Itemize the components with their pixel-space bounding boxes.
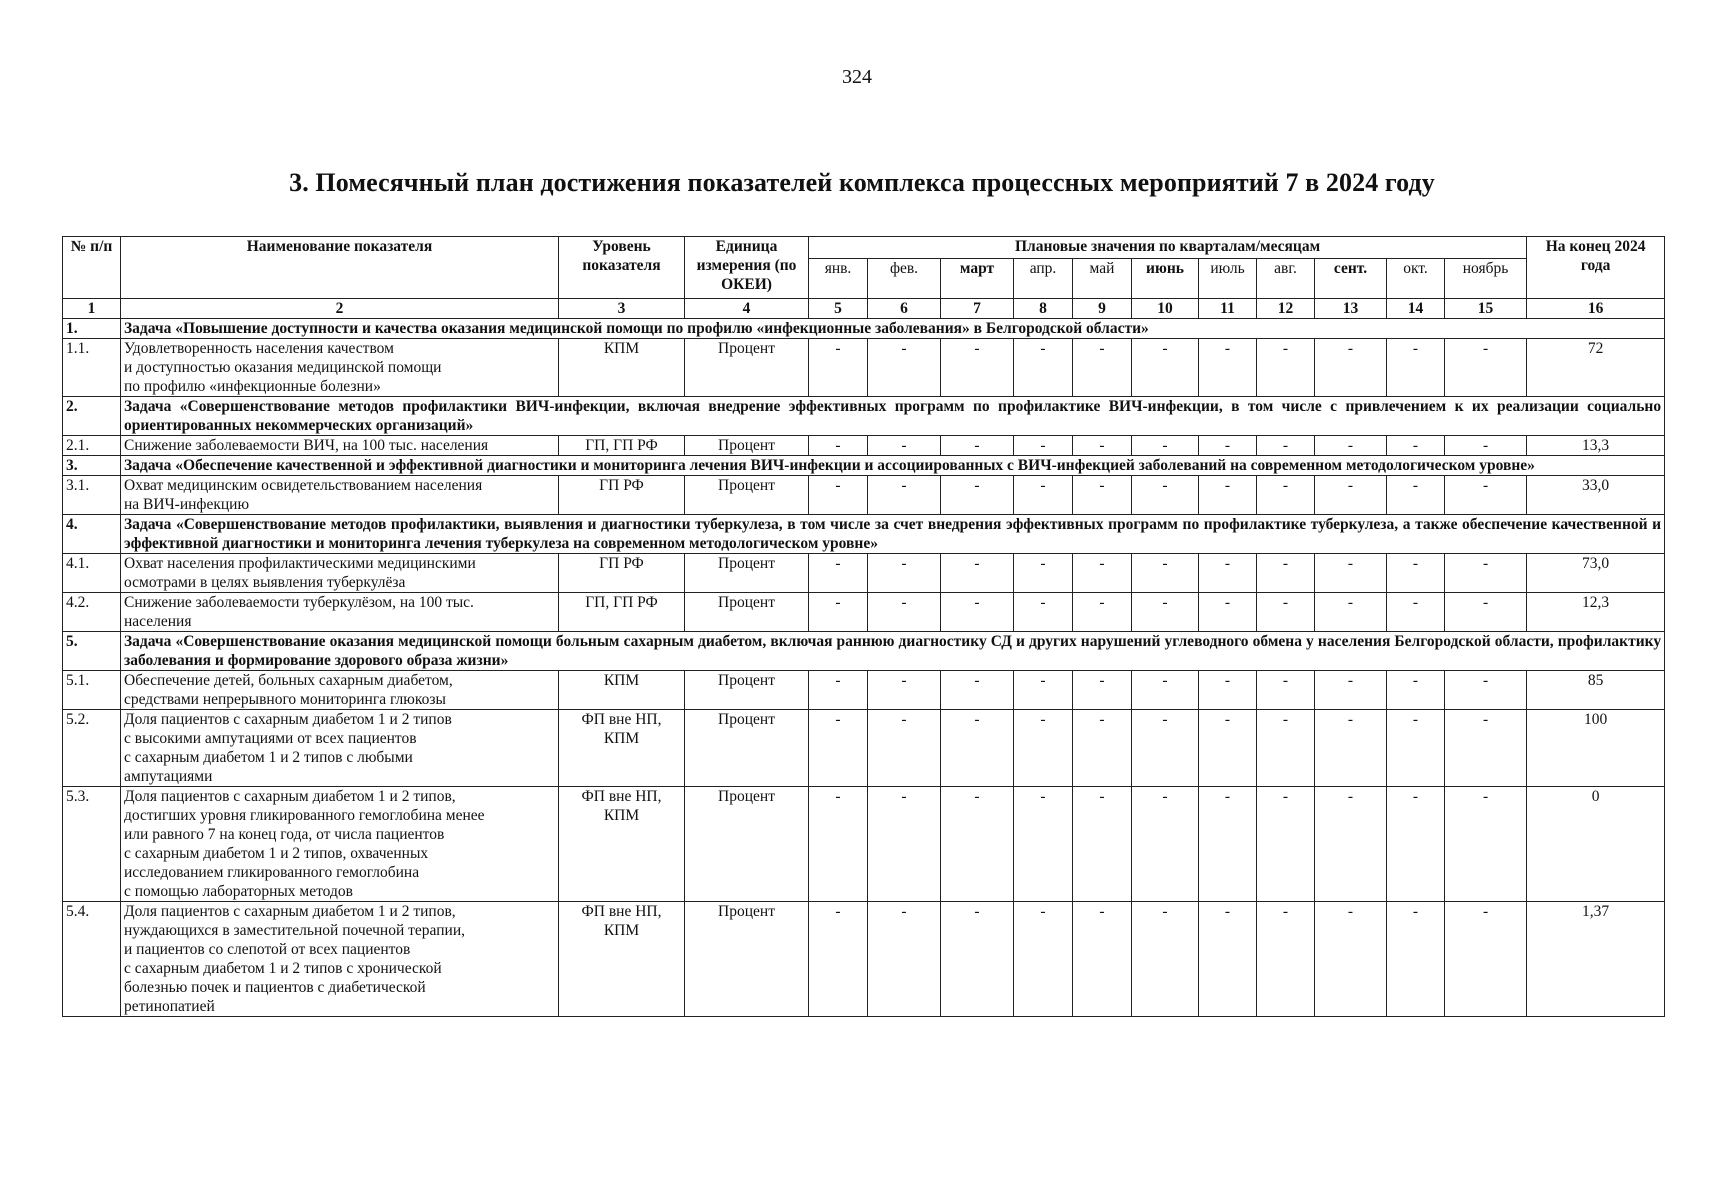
month-value: - [1445, 554, 1527, 593]
indicator-row [63, 554, 1665, 593]
month-value: - [1199, 593, 1257, 632]
month-value: - [1132, 787, 1199, 902]
indicator-unit: Процент [685, 593, 809, 632]
indicator-number: 5.2. [63, 710, 121, 787]
indicator-row [63, 476, 1665, 515]
indicator-unit: Процент [685, 436, 809, 456]
month-value: - [1445, 476, 1527, 515]
indicator-level: КПМ [559, 339, 685, 397]
month-value: - [1257, 593, 1315, 632]
month-value: - [809, 593, 868, 632]
indicator-level: ГП РФ [559, 554, 685, 593]
indicator-level: ГП, ГП РФ [559, 436, 685, 456]
task-text: Задача «Совершенствование методов профилактики, выявления и диагностики туберкулеза, в том числе за счет внедрения эффективных программ по профилактике туберкулеза, а также обеспечение качественной и эффективной диагностики и мониторинга лечения туберкулеза на современном методологическом уровне» [121, 515, 1665, 554]
month-value: - [1014, 436, 1073, 456]
indicator-unit: Процент [685, 671, 809, 710]
month-value: - [868, 436, 941, 456]
task-number: 1. [63, 319, 121, 339]
month-value: - [1445, 710, 1527, 787]
month-value: - [809, 436, 868, 456]
page-number: 324 [842, 66, 872, 88]
indicator-number: 3.1. [63, 476, 121, 515]
month-value: - [1315, 476, 1387, 515]
indicator-plan-table [62, 236, 1665, 1017]
month-value: - [1387, 436, 1445, 456]
indicator-level: КПМ [559, 671, 685, 710]
indicator-unit: Процент [685, 339, 809, 397]
month-value: - [1445, 902, 1527, 1017]
month-value: - [1445, 671, 1527, 710]
indicator-name: Охват медицинским освидетельствованием населения на ВИЧ-инфекцию [121, 476, 559, 515]
header-month: май [1073, 259, 1132, 299]
month-value: - [1315, 902, 1387, 1017]
month-value: - [1315, 710, 1387, 787]
indicator-unit: Процент [685, 476, 809, 515]
indicator-unit: Процент [685, 554, 809, 593]
month-value: - [1132, 554, 1199, 593]
month-value: - [868, 671, 941, 710]
header-month: ноябрь [1445, 259, 1527, 299]
month-value: - [1073, 710, 1132, 787]
indicator-row [63, 436, 1665, 456]
month-value: - [1199, 671, 1257, 710]
month-value: - [1073, 339, 1132, 397]
indicator-name: Охват населения профилактическими медицинскими осмотрами в целях выявления туберкулёза [121, 554, 559, 593]
indicator-row [63, 339, 1665, 397]
month-value: - [941, 554, 1014, 593]
month-value: - [1014, 902, 1073, 1017]
month-value: - [1387, 902, 1445, 1017]
month-value: - [1387, 554, 1445, 593]
month-value: - [1445, 787, 1527, 902]
month-value: - [809, 476, 868, 515]
year-end-value: 12,3 [1527, 593, 1665, 632]
year-end-value: 85 [1527, 671, 1665, 710]
indicator-level: ГП РФ [559, 476, 685, 515]
indicator-level: ФП вне НП, КПМ [559, 902, 685, 1017]
column-number: 4 [685, 299, 809, 319]
indicator-number: 4.2. [63, 593, 121, 632]
task-text: Задача «Совершенствование оказания медицинской помощи больным сахарным диабетом, включая раннюю диагностику СД и других нарушений углеводного обмена у населения Белгородской области, профилактику заболевания и формирование здорового образа жизни» [121, 632, 1665, 671]
month-value: - [1132, 710, 1199, 787]
header-month: сент. [1315, 259, 1387, 299]
task-text: Задача «Повышение доступности и качества оказания медицинской помощи по профилю «инфекционные заболевания» в Белгородской области» [121, 319, 1665, 339]
month-value: - [941, 436, 1014, 456]
month-value: - [1387, 671, 1445, 710]
indicator-unit: Процент [685, 787, 809, 902]
month-value: - [941, 671, 1014, 710]
indicator-name: Доля пациентов с сахарным диабетом 1 и 2 типов, нуждающихся в заместительной почечной терапии, и пациентов со слепотой от всех пациентов с сахарным диабетом 1 и 2 типов с хронической болезнью почек и пациентов с диабетической ретинопатией [121, 902, 559, 1017]
month-value: - [1014, 710, 1073, 787]
month-value: - [1199, 436, 1257, 456]
indicator-number: 2.1. [63, 436, 121, 456]
column-number: 5 [809, 299, 868, 319]
indicator-name: Снижение заболеваемости туберкулёзом, на 100 тыс. населения [121, 593, 559, 632]
column-number: 13 [1315, 299, 1387, 319]
month-value: - [1387, 710, 1445, 787]
indicator-row [63, 787, 1665, 902]
header-month: янв. [809, 259, 868, 299]
month-value: - [941, 787, 1014, 902]
header-month: окт. [1387, 259, 1445, 299]
month-value: - [1073, 476, 1132, 515]
month-value: - [1132, 339, 1199, 397]
header-unit: Единица измерения (по ОКЕИ) [685, 237, 809, 299]
indicator-row [63, 593, 1665, 632]
header-end: На конец 2024 года [1527, 237, 1665, 299]
month-value: - [1132, 902, 1199, 1017]
indicator-name: Снижение заболеваемости ВИЧ, на 100 тыс. населения [121, 436, 559, 456]
indicator-level: ФП вне НП, КПМ [559, 710, 685, 787]
month-value: - [1014, 554, 1073, 593]
month-value: - [1445, 593, 1527, 632]
month-value: - [1315, 339, 1387, 397]
month-value: - [1199, 476, 1257, 515]
indicator-unit: Процент [685, 902, 809, 1017]
month-value: - [941, 710, 1014, 787]
task-text: Задача «Совершенствование методов профилактики ВИЧ-инфекции, включая внедрение эффективных программ по профилактике ВИЧ-инфекции, в том числе с привлечением к их реализации социально ориентированных некоммерческих организаций» [121, 397, 1665, 436]
header-month: авг. [1257, 259, 1315, 299]
header-num: № п/п [63, 237, 121, 299]
month-value: - [1199, 902, 1257, 1017]
header-name: Наименование показателя [121, 237, 559, 299]
month-value: - [1315, 554, 1387, 593]
column-number: 11 [1199, 299, 1257, 319]
column-number: 7 [941, 299, 1014, 319]
month-value: - [1315, 593, 1387, 632]
year-end-value: 33,0 [1527, 476, 1665, 515]
month-value: - [1257, 671, 1315, 710]
month-value: - [1132, 436, 1199, 456]
indicator-level: ФП вне НП, КПМ [559, 787, 685, 902]
month-value: - [868, 593, 941, 632]
column-number: 2 [121, 299, 559, 319]
month-value: - [1257, 787, 1315, 902]
header-level: Уровень показателя [559, 237, 685, 299]
month-value: - [1014, 787, 1073, 902]
task-row [63, 515, 1665, 554]
month-value: - [1387, 339, 1445, 397]
month-value: - [1199, 339, 1257, 397]
month-value: - [1199, 710, 1257, 787]
month-value: - [1257, 554, 1315, 593]
month-value: - [1132, 671, 1199, 710]
indicator-name: Удовлетворенность населения качеством и доступностью оказания медицинской помощи по профилю «инфекционные болезни» [121, 339, 559, 397]
header-month: июнь [1132, 259, 1199, 299]
month-value: - [868, 710, 941, 787]
column-number: 15 [1445, 299, 1527, 319]
month-value: - [1387, 787, 1445, 902]
month-value: - [1073, 593, 1132, 632]
indicator-name: Доля пациентов с сахарным диабетом 1 и 2 типов с высокими ампутациями от всех пациентов с сахарным диабетом 1 и 2 типов с любыми ампутациями [121, 710, 559, 787]
month-value: - [1315, 787, 1387, 902]
column-number: 10 [1132, 299, 1199, 319]
month-value: - [868, 787, 941, 902]
task-number: 5. [63, 632, 121, 671]
month-value: - [1073, 436, 1132, 456]
task-number: 3. [63, 456, 121, 476]
month-value: - [1014, 671, 1073, 710]
indicator-number: 5.3. [63, 787, 121, 902]
column-number: 6 [868, 299, 941, 319]
header-planned: Плановые значения по кварталам/месяцам [809, 237, 1527, 259]
task-row [63, 456, 1665, 476]
page-title: 3. Помесячный план достижения показателей комплекса процессных мероприятий 7 в 2024 году [289, 168, 1435, 197]
year-end-value: 0 [1527, 787, 1665, 902]
month-value: - [1014, 476, 1073, 515]
year-end-value: 100 [1527, 710, 1665, 787]
month-value: - [941, 902, 1014, 1017]
month-value: - [1199, 554, 1257, 593]
month-value: - [1014, 339, 1073, 397]
indicator-row [63, 671, 1665, 710]
year-end-value: 73,0 [1527, 554, 1665, 593]
month-value: - [1073, 671, 1132, 710]
month-value: - [809, 554, 868, 593]
month-value: - [1257, 710, 1315, 787]
task-row [63, 319, 1665, 339]
month-value: - [809, 902, 868, 1017]
month-value: - [1315, 671, 1387, 710]
month-value: - [1257, 436, 1315, 456]
indicator-number: 1.1. [63, 339, 121, 397]
task-number: 4. [63, 515, 121, 554]
column-number: 14 [1387, 299, 1445, 319]
indicator-row [63, 710, 1665, 787]
month-value: - [1257, 902, 1315, 1017]
month-value: - [1199, 787, 1257, 902]
indicator-number: 5.1. [63, 671, 121, 710]
task-row [63, 397, 1665, 436]
column-number: 8 [1014, 299, 1073, 319]
month-value: - [1257, 339, 1315, 397]
month-value: - [941, 339, 1014, 397]
month-value: - [868, 339, 941, 397]
year-end-value: 1,37 [1527, 902, 1665, 1017]
task-number: 2. [63, 397, 121, 436]
header-month: фев. [868, 259, 941, 299]
column-number: 1 [63, 299, 121, 319]
month-value: - [941, 593, 1014, 632]
column-number: 16 [1527, 299, 1665, 319]
month-value: - [1132, 476, 1199, 515]
month-value: - [1387, 476, 1445, 515]
month-value: - [809, 787, 868, 902]
column-number: 3 [559, 299, 685, 319]
column-number: 9 [1073, 299, 1132, 319]
month-value: - [1315, 436, 1387, 456]
month-value: - [809, 671, 868, 710]
month-value: - [868, 554, 941, 593]
indicator-name: Доля пациентов с сахарным диабетом 1 и 2 типов, достигших уровня гликированного гемоглобина менее или равного 7 на конец года, от числа пациентов с сахарным диабетом 1 и 2 типов, охваченных исследованием гликированного гемоглобина с помощью лабораторных методов [121, 787, 559, 902]
indicator-number: 5.4. [63, 902, 121, 1017]
month-value: - [941, 476, 1014, 515]
indicator-row [63, 902, 1665, 1017]
year-end-value: 72 [1527, 339, 1665, 397]
month-value: - [1073, 787, 1132, 902]
month-value: - [809, 339, 868, 397]
year-end-value: 13,3 [1527, 436, 1665, 456]
task-text: Задача «Обеспечение качественной и эффективной диагностики и мониторинга лечения ВИЧ-инфекции и ассоциированных с ВИЧ-инфекцией заболеваний на современном методологическом уровне» [121, 456, 1665, 476]
month-value: - [1445, 436, 1527, 456]
month-value: - [1073, 554, 1132, 593]
month-value: - [1387, 593, 1445, 632]
header-month: апр. [1014, 259, 1073, 299]
indicator-level: ГП, ГП РФ [559, 593, 685, 632]
month-value: - [868, 902, 941, 1017]
indicator-name: Обеспечение детей, больных сахарным диабетом, средствами непрерывного мониторинга глюкозы [121, 671, 559, 710]
month-value: - [1132, 593, 1199, 632]
indicator-number: 4.1. [63, 554, 121, 593]
month-value: - [1073, 902, 1132, 1017]
column-number: 12 [1257, 299, 1315, 319]
month-value: - [809, 710, 868, 787]
month-value: - [1445, 339, 1527, 397]
header-month: март [941, 259, 1014, 299]
task-row [63, 632, 1665, 671]
month-value: - [1257, 476, 1315, 515]
month-value: - [1014, 593, 1073, 632]
month-value: - [868, 476, 941, 515]
header-month: июль [1199, 259, 1257, 299]
indicator-unit: Процент [685, 710, 809, 787]
